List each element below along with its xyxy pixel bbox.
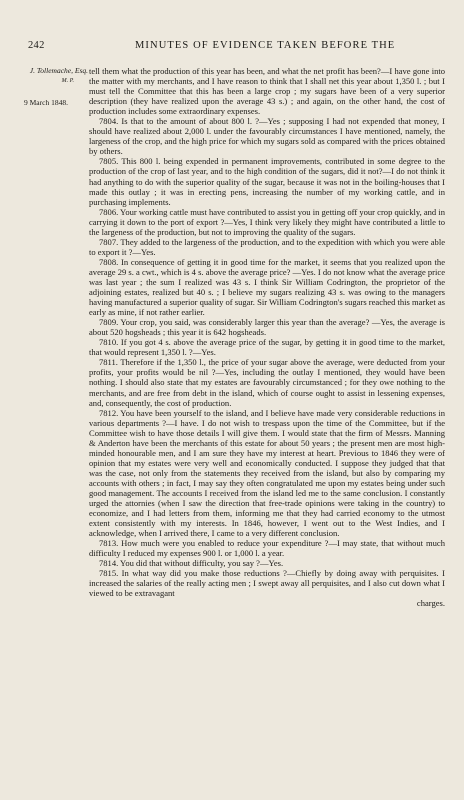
paragraph: tell them what the production of this year has been, and what the net profit has been?—I have gone into the matter with my merchants, and I have reason to think that I shall net this year about 1,350 l. ; but I must tell the Committee that this has been a large crop ; my sugars have been of a very superior description (they have realized upon the average 43 s.) ; and again, on the other hand, the cost of production includes some extraordinary expenses. [89,66,445,117]
witness-name: J. Tollemache, Esq. [29,66,88,75]
paragraph: 7814. You did that without difficulty, you say ?—Yes. [99,558,284,569]
paragraph-end-fragment: charges. [416,598,445,609]
paragraph: 7815. In what way did you make those reductions ?—Chiefly by doing away with perquisites. I increased the salaries of the really acting men ; I swept away all perquisites, and I also cut down what I viewed to be extravagant [89,568,445,599]
paragraph: 7812. You have been yourself to the island, and I believe have made very considerable reductions in various departments ?—I have. I do not wish to trespass upon the time of the Committee, but if the Committee wish to have those details I will give them. I would state that the firm of Messrs. Manning & Anderton have been the merchants of this estate for about 50 years ; the present men are most high-minded honourable men, and I am sure they have my interest at heart. Previous to 1846 they were of opinion that my estates were very well and economically conducted. I suppose they judged that that was the case, not only from the statements they received from the island, but also by comparing my accounts with others ; in fact, I may say they often congratulated me upon my estates being under such good management. The accounts I received from the island led me to the same conclusion. I constantly urged the attornies (when I saw the direction that free-trade opinions were taking in the country) to economize, and I had letters from them, informing me that they had carried economy to the utmost extent consistently with my interests. In 1846, however, I went out to the West Indies, and I acknowledge, when I arrived there, I came to a very different conclusion. [89,407,445,539]
paragraph: 7813. How much were you enabled to reduce your expenditure ?—I may state, that without much difficulty I reduced my expenses 900 l. or 1,000 l. a year. [89,538,445,559]
margin-date: 9 March 1848. [24,98,68,107]
paragraph: 7809. Your crop, you said, was considerably larger this year than the average? —Yes, the average is about 520 hogsheads ; this year it is 642 hogsheads. [89,317,445,338]
paragraph: 7804. Is that to the amount of about 800 l. ?—Yes ; supposing I had not expended that money, I should have realized about 2,000 l. under the favourably circumstances I have mentioned, namely, the largeness of the crop, and the high price for which my sugars sold as compared with the prices obtained by others. [89,116,445,157]
paragraph: 7810. If you got 4 s. above the average price of the sugar, by getting it in good time to the market, that would represent 1,350 l. ?—Yes. [89,337,445,358]
page-header [0,40,464,54]
paragraph: 7807. They added to the largeness of the production, and to the expedition with which you were able to export it ?—Yes. [89,236,445,257]
paragraph: 7805. This 800 l. being expended in permanent improvements, contributed in some degree to the production of the crop of last year, and to the high condition of the sugars, did it not?—I do not think it had anything to do with the superior quality of the sugar, because it was not in the boiling-houses that I made this outlay ; it was in erecting pens, increasing the number of my working cattle, and in purchasing implements. [89,156,445,207]
margin-witness-name [26,67,88,85]
evidence-text [89,66,445,609]
page-number: 242 [28,40,45,51]
witness-suffix: M. P. [61,77,74,84]
paragraph: 7808. In consequence of getting it in good time for the market, it seems that you realized upon the average 29 s. a cwt., which is 4 s. above the average price? —Yes. I do not know what the average price was last year ; the sum I realized was 43 s. I think Sir William Codrington, the proprietor of the adjoining estates, realized but 40 s. ; I believe my sugars realizing 43 s. was owing to the managers having manufactured a superior quality of sugar. Sir William Codrington's sugars reached this market as early as mine, if not rather earlier. [89,256,445,318]
paragraph: 7806. Your working cattle must have contributed to assist you in getting off your crop quickly, and in carrying it down to the port of export ?—Yes, I think very likely they might have contributed a little to the largeness of the production, but not to improving the quality of the sugars. [89,206,445,237]
paragraph: 7811. Therefore if the 1,350 l., the price of your sugar above the average, were deducted from your profits, your profits would be nil ?—Yes, including the outlay I mentioned, they would have been nothing. I should also state that my estates are favourably circumstanced ; for they owe nothing to the merchants, and are free from debt in the island, which of course ought to assist in lessening expenses, and, consequently, the cost of production. [89,357,445,408]
running-head: MINUTES OF EVIDENCE TAKEN BEFORE THE [135,40,396,51]
